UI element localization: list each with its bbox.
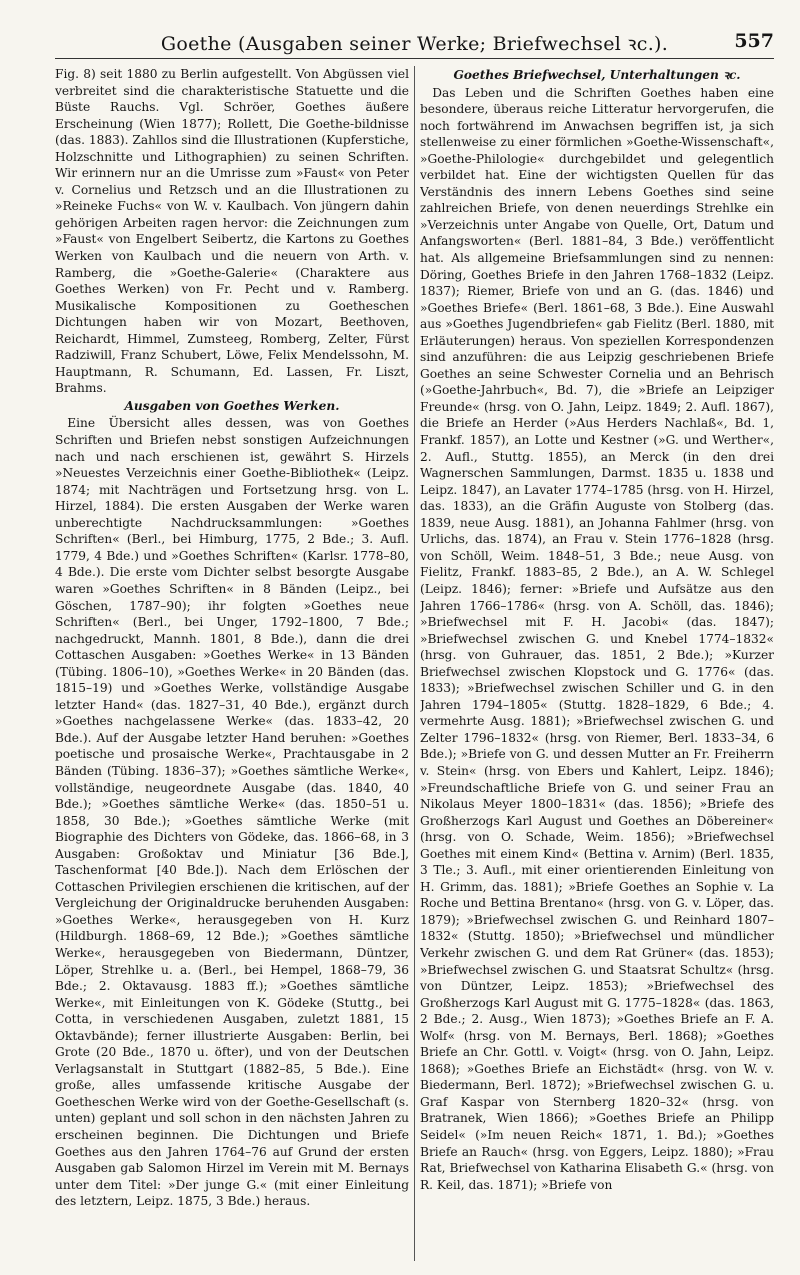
column-divider	[414, 66, 415, 1261]
section-heading-editions: Ausgaben von Goethes Werken.	[124, 398, 340, 413]
paragraph-correspondence: Das Leben und die Schriften Goethes haben eine besondere, überaus reiche Litteratur hervorgerufen, die noch fortwährend im Anwachsen begriffen ist, ja sich stellenweise zu einer förmlichen »Goethe-Wissenschaft«, »Goethe-Philologie« durchgebildet und gelegentlich verbildet hat. Eine der wichtigsten Quellen für das Verständnis des innern Lebens Goethes sind seine zahlreichen Briefe, von denen neuerdings Strehlke ein »Verzeichnis unter Angabe von Quelle, Ort, Datum und Anfangsworten« (Berl. 1881–84, 3 Bde.) veröffentlicht hat. Als allgemeine Briefsammlungen sind zu nennen: Döring, Goethes Briefe in den Jahren 1768–1832 (Leipz. 1837); Riemer, Briefe von und an G. (das. 1846) und »Goethes Briefe« (Berl. 1861–68, 3 Bde.). Eine Auswahl aus »Goethes Jugendbriefen« gab Fielitz (Berl. 1880, mit Erläuterungen) heraus. Von speziellen Korrespondenzen sind anzuführen: die aus Leipzig geschriebenen Briefe Goethes an seine Schwester Cornelia und an Behrisch (»Goethe-Jahrbuch«, Bd. 7), die »Briefe an Leipziger Freunde« (hrsg. von O. Jahn, Leipz. 1849; 2. Aufl. 1867), die Briefe an Herder (»Aus Herders Nachlaß«, Bd. 1, Frankf. 1857), an Lotte und Kestner (»G. und Werther«, 2. Aufl., Stuttg. 1855), an Merck (in den drei Wagnerschen Sammlungen, Darmst. 1835 u. 1838 und Leipz. 1847), an Lavater 1774–1785 (hrsg. von H. Hirzel, das. 1833), an die Gräfin Auguste von Stolberg (das. 1839, neue Ausg. 1881), an Johanna Fahlmer (hrsg. von Urlichs, das. 1874), an Frau v. Stein 1776–1828 (hrsg. von Schöll, Weim. 1848–51, 3 Bde.; neue Ausg. von Fielitz, Frankf. 1883–85, 2 Bde.), an A. W. Schlegel (Leipz. 1846); ferner: »Briefe und Aufsätze aus den Jahren 1766–1786« (hrsg. von A. Schöll, das. 1846); »Briefwechsel mit F. H. Jacobi« (das. 1847); »Briefwechsel zwischen G. und Knebel 1774–1832« (hrsg. von Guhrauer, das. 1851, 2 Bde.); »Kurzer Briefwechsel zwischen Klopstock und G. 1776« (das. 1833); »Briefwechsel zwischen Schiller und G. in den Jahren 1794–1805« (Stuttg. 1828–1829, 6 Bde.; 4. vermehrte Ausg. 1881); »Briefwechsel zwischen G. und Zelter 1796–1832« (hrsg. von Riemer, Berl. 1833–34, 6 Bde.); »Briefe von G. und dessen Mutter an Fr. Freiherrn v. Stein« (hrsg. von Ebers und Kahlert, Leipz. 1846); »Freundschaftliche Briefe von G. und seiner Frau an Nikolaus Meyer 1800–1831« (das. 1856); »Briefe des Großherzogs Karl August und Goethes an Döbereiner« (hrsg. von O. Schade, Weim. 1856); »Briefwechsel Goethes mit einem Kind« (Bettina v. Arnim) (Berl. 1835, 3 Tle.; 3. Aufl., mit einer orientierenden Einleitung von H. Grimm, das. 1881); »Briefe Goethes an Sophie v. La Roche und Bettina Brentano« (hrsg. von G. v. Löper, das. 1879); »Briefwechsel zwischen G. und Reinhard 1807–1832« (Stuttg. 1850); »Briefwechsel und mündlicher Verkehr zwischen G. und dem Rat Grüner« (das. 1853); »Briefwechsel zwischen G. und Staatsrat Schultz« (hrsg. von Düntzer, Leipz. 1853); »Briefwechsel des Großherzogs Karl August mit G. 1775–1828« (das. 1863, 2 Bde.; 2. Ausg., Wien 1873); »Goethes Briefe an F. A. Wolf« (hrsg. von M. Bernays, Berl. 1868); »Goethes Briefe an Chr. Gottl. v. Voigt« (hrsg. von O. Jahn, Leipz. 1868); »Goethes Briefe an Eichstädt« (hrsg. von W. v. Biedermann, Berl. 1872); »Briefwechsel zwischen G. u. Graf Kaspar von Sternberg 1820–32« (hrsg. von Bratranek, Wien 1866); »Goethes Briefe an Philipp Seidel« (»Im neuen Reich« 1871, 1. Bd.); »Goethes Briefe an Rauch« (hrsg. von Eggers, Leipz. 1880); »Frau Rat, Briefwechsel von Katharina Elisabeth G.« (hrsg. von R. Keil, das. 1871); »Briefe von	[420, 85, 774, 1192]
section-heading-correspondence: Goethes Briefwechsel, Unterhaltungen ꝛc.	[453, 68, 741, 82]
right-column	[420, 66, 774, 1261]
paragraph-illustrations: Fig. 8) seit 1880 zu Berlin aufgestellt. Von Abgüssen viel verbreitet sind die charakteristische Statuette und die Büste Rauchs. Vgl. Schröer, Goethes äußere Erscheinung (Wien 1877); Rollett, Die Goethe-bildnisse (das. 1883). Zahllos sind die Illustrationen (Kupferstiche, Holzschnitte und Lithographien) zu seinen Schriften. Wir erinnern nur an die Umrisse zum »Faust« von Peter v. Cornelius und Retzsch und an die Illustrationen zu »Reineke Fuchs« von W. v. Kaulbach. Von jüngern dahin gehörigen Arbeiten ragen hervor: die Zeichnungen zum »Faust« von Engelbert Seibertz, die Kartons zu Goethes Werken von Kaulbach und die neuern von Arth. v. Ramberg, die »Goethe-Galerie« (Charaktere aus Goethes Werken) von Fr. Pecht und v. Ramberg. Musikalische Kompositionen zu Goetheschen Dichtungen haben wir von Mozart, Beethoven, Reichardt, Himmel, Zumsteeg, Romberg, Zelter, Fürst Radziwill, Franz Schubert, Löwe, Felix Mendelssohn, M. Hauptmann, R. Schumann, Ed. Lassen, Fr. Liszt, Brahms.	[55, 67, 409, 396]
page-number: 557	[734, 30, 774, 52]
paragraph-editions: Eine Übersicht alles dessen, was von Goethes Schriften und Briefen nebst sonstigen Aufzeichnungen nach und nach erschienen ist, gewährt S. Hirzels »Neuestes Verzeichnis einer Goethe-Bibliothek« (Leipz. 1874; mit Nachträgen und Fortsetzung hrsg. von L. Hirzel, 1884). Die ersten Ausgaben der Werke waren unberechtigte Nachdrucksammlungen: »Goethes Schriften« (Berl., bei Himburg, 1775, 2 Bde.; 3. Aufl. 1779, 4 Bde.) und »Goethes Schriften« (Karlsr. 1778–80, 4 Bde.). Die erste vom Dichter selbst besorgte Ausgabe waren »Goethes Schriften« in 8 Bänden (Leipz., bei Göschen, 1787–90); ihr folgten »Goethes neue Schriften« (Berl., bei Unger, 1792–1800, 7 Bde.; nachgedruckt, Mannh. 1801, 8 Bde.), dann die drei Cottaschen Ausgaben: »Goethes Werke« in 13 Bänden (Tübing. 1806–10), »Goethes Werke« in 20 Bänden (das. 1815–19) und »Goethes Werke, vollständige Ausgabe letzter Hand« (das. 1827–31, 40 Bde.), ergänzt durch »Goethes nachgelassene Werke« (das. 1833–42, 20 Bde.). Auf der Ausgabe letzter Hand beruhen: »Goethes poetische und prosaische Werke«, Prachtausgabe in 2 Bänden (Tübing. 1836–37); »Goethes sämtliche Werke«, vollständige, neugeordnete Ausgabe (das. 1840, 40 Bde.); »Goethes sämtliche Werke« (das. 1850–51 u. 1858, 30 Bde.); »Goethes sämtliche Werke (mit Biographie des Dichters von Gödeke, das. 1866–68, in 3 Ausgaben: Großoktav und Miniatur [36 Bde.], Taschenformat [40 Bde.]). Nach dem Erlöschen der Cottaschen Privilegien erschienen die kritischen, auf der Vergleichung der Originaldrucke beruhenden Ausgaben: »Goethes Werke«, herausgegeben von H. Kurz (Hildburgh. 1868–69, 12 Bde.); »Goethes sämtliche Werke«, herausgegeben von Biedermann, Düntzer, Löper, Strehlke u. a. (Berl., bei Hempel, 1868–79, 36 Bde.; 2. Oktavausg. 1883 ff.); »Goethes sämtliche Werke«, mit Einleitungen von K. Gödeke (Stuttg., bei Cotta, in verschiedenen Ausgaben, zuletzt 1881, 15 Oktavbände); ferner illustrierte Ausgaben: Berlin, bei Grote (20 Bde., 1870 u. öfter), und von der Deutschen Verlagsanstalt in Stuttgart (1882–85, 5 Bde.). Eine große, alles umfassende kritische Ausgabe der Goetheschen Werke wird von der Goethe-Gesellschaft (s. unten) geplant und soll schon in den nächsten Jahren zu erscheinen beginnen. Die Dichtungen und Briefe Goethes aus den Jahren 1764–76 auf Grund der ersten Ausgaben gab Salomon Hirzel im Verein mit M. Bernays unter dem Titel: »Der junge G.« (mit einer Einleitung des letztern, Leipz. 1875, 3 Bde.) heraus.	[55, 416, 409, 1209]
header-title: Goethe (Ausgaben seiner Werke; Briefwechsel ꝛc.).	[160, 33, 669, 55]
left-column	[55, 66, 409, 1261]
running-header	[55, 28, 774, 59]
